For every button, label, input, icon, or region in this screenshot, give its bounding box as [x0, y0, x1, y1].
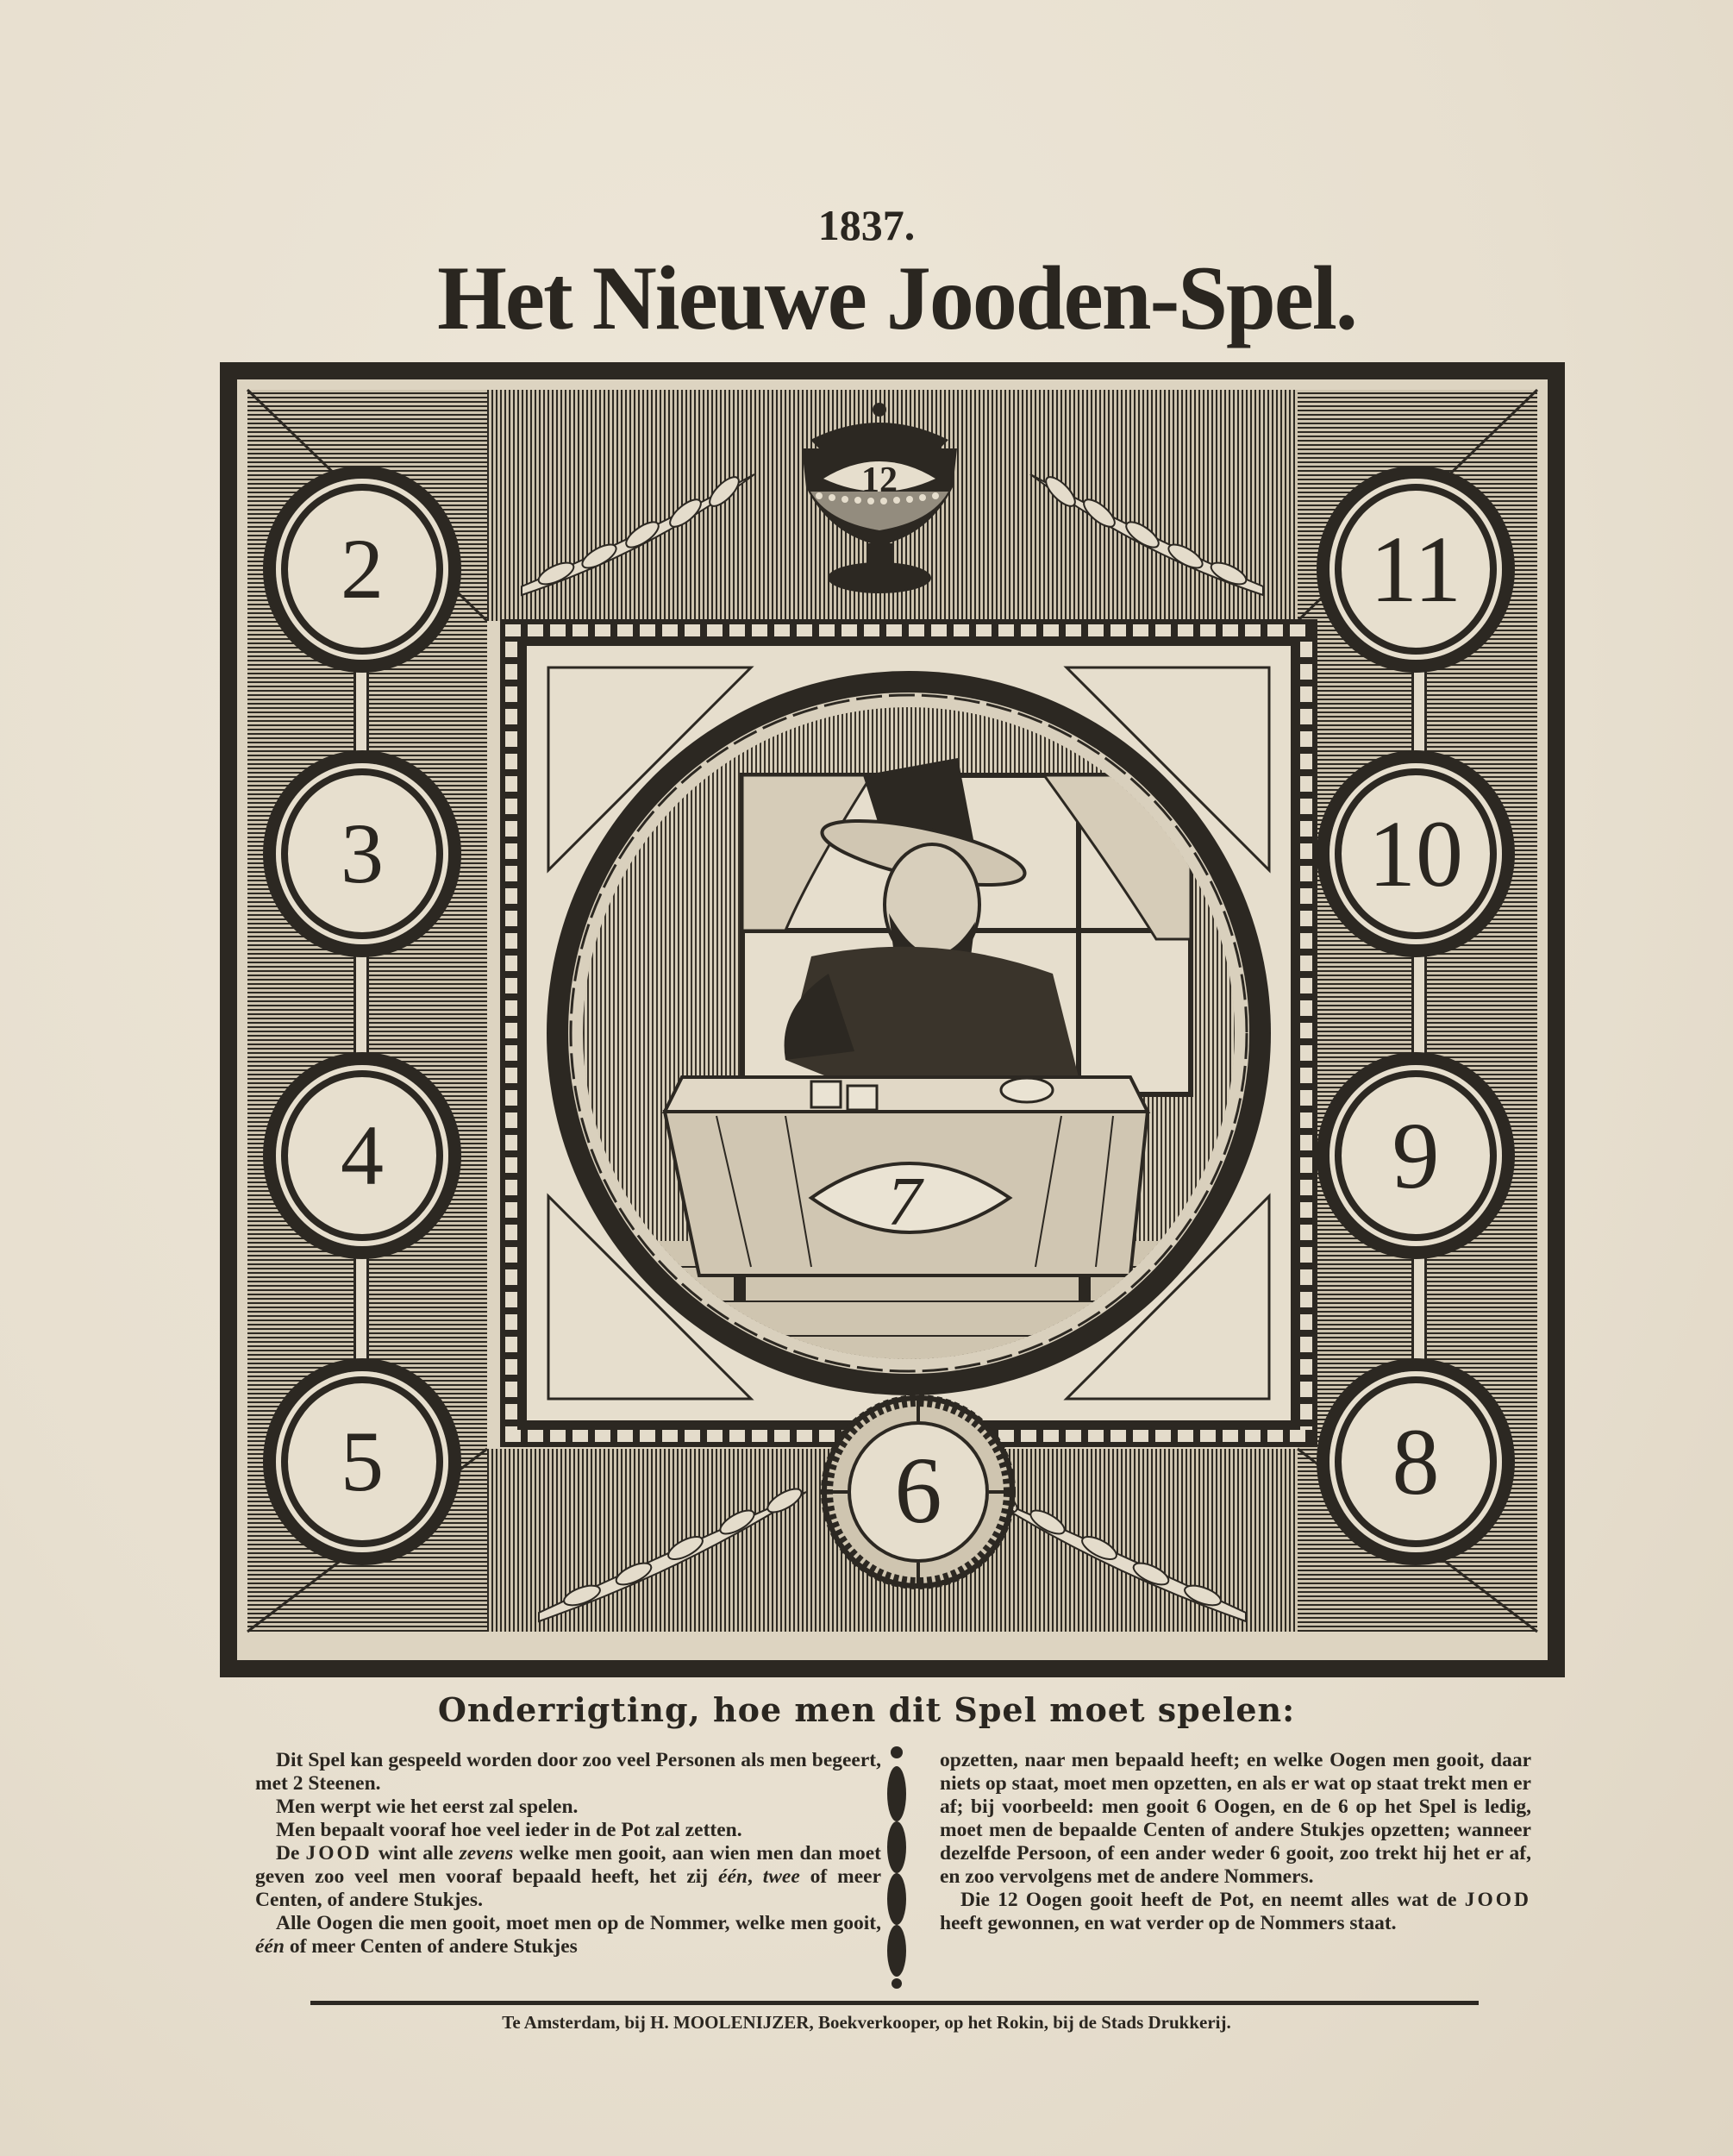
center-number-7: 7: [887, 1164, 922, 1240]
column-divider-ornament: [884, 1744, 910, 1990]
footer-rule: [310, 2001, 1479, 2005]
text-run: of meer Centen, of andere Stukjes.: [255, 1865, 882, 1911]
instructions-heading: Onderrigting, hoe men dit Spel moet spelen:: [437, 1690, 1296, 1729]
number-medal-10[interactable]: [1317, 750, 1515, 957]
sheet-title: Het Nieuwe Jooden-Spel.: [437, 248, 1356, 348]
instruction-paragraph: [940, 1889, 1531, 1935]
text-run: welke men gooit, aan wien men dan moet geven zoo veel men vooraf bepaald heeft, het zij: [255, 1842, 882, 1888]
text-run: wint alle: [372, 1842, 460, 1865]
instruction-paragraph: opzetten, naar men bepaald heeft; en welke Oogen men gooit, daar niets op staat, moet men opzetten, en als er wat op staat trekt men er af; bij voorbeeld: men gooit 6 Oogen, en de 6 op het Spel is ledig, moet men de bepaalde Centen of andere Stukjes opzetten; wanneer dezelfde Persoon, of een ander weder 6 gooit, zoo trekt hij het er af, en zoo vervolgens met de andere Nommers.: [940, 1749, 1531, 1888]
text-run: Die 12 Oogen gooit heeft de Pot, en neemt alles wat de: [960, 1889, 1465, 1911]
game-board: [220, 362, 1565, 1677]
text-jood: JOOD: [305, 1842, 372, 1865]
text-emphasis: één: [718, 1865, 748, 1888]
text-jood: JOOD: [1464, 1889, 1531, 1911]
medal-number: 4: [341, 1107, 384, 1203]
number-medal-4[interactable]: [263, 1052, 461, 1259]
number-medal-8[interactable]: [1317, 1358, 1515, 1565]
instruction-paragraph: [255, 1912, 881, 1959]
instruction-paragraph: Men werpt wie het eerst zal spelen.: [276, 1796, 579, 1818]
medal-number: 8: [1392, 1409, 1440, 1514]
text-run: of meer Centen of andere Stukjes: [284, 1935, 578, 1958]
number-medal-5[interactable]: [263, 1358, 461, 1565]
wreath-number: 6: [894, 1438, 942, 1543]
text-run: Alle Oogen die men gooit, moet men op de Nommer, welke men gooit,: [276, 1912, 881, 1934]
instruction-paragraph: Men bepaalt vooraf hoe veel ieder in de Pot zal zetten.: [276, 1819, 742, 1841]
medal-number: 11: [1370, 517, 1461, 622]
medal-number: 3: [341, 805, 384, 901]
instructions-right-column: [940, 1749, 1531, 1935]
medal-number: 2: [341, 521, 384, 617]
instruction-paragraph: Dit Spel kan gespeeld worden door zoo veel Personen als men begeert, met 2 Steenen.: [255, 1749, 881, 1795]
urn-number: 12: [861, 461, 898, 500]
wreath-number-6[interactable]: [819, 1393, 1017, 1591]
text-run: De: [276, 1842, 306, 1865]
instruction-paragraph: [255, 1842, 881, 1912]
center-illustration[interactable]: [524, 643, 1293, 1423]
text-run: ,: [747, 1865, 763, 1888]
number-medal-3[interactable]: [263, 750, 461, 957]
publisher-imprint: Te Amsterdam, bij H. MOOLENIJZER, Boekverkooper, op het Rokin, bij de Stads Drukkerij.: [502, 2012, 1231, 2033]
text-run: heeft gewonnen, en wat verder op de Nommers staat.: [940, 1912, 1397, 1934]
medal-number: 10: [1368, 801, 1463, 906]
right-rod: [1411, 578, 1427, 1457]
instructions-left-column: [255, 1749, 881, 1959]
number-medal-2[interactable]: [263, 466, 461, 673]
medal-number: 5: [341, 1413, 384, 1509]
left-rod: [353, 578, 369, 1457]
medal-number: 9: [1392, 1103, 1440, 1208]
text-emphasis: één: [255, 1935, 285, 1958]
number-medal-9[interactable]: [1317, 1052, 1515, 1259]
board-field: [237, 379, 1548, 1660]
gambler-illustration: [527, 646, 1291, 1420]
text-emphasis: twee: [762, 1865, 800, 1888]
year-heading: 1837.: [817, 201, 916, 249]
urn-pot-12[interactable]: [759, 401, 1000, 599]
center-frame: [500, 619, 1317, 1447]
number-medal-11[interactable]: [1317, 466, 1515, 673]
text-emphasis: zevens: [459, 1842, 514, 1865]
